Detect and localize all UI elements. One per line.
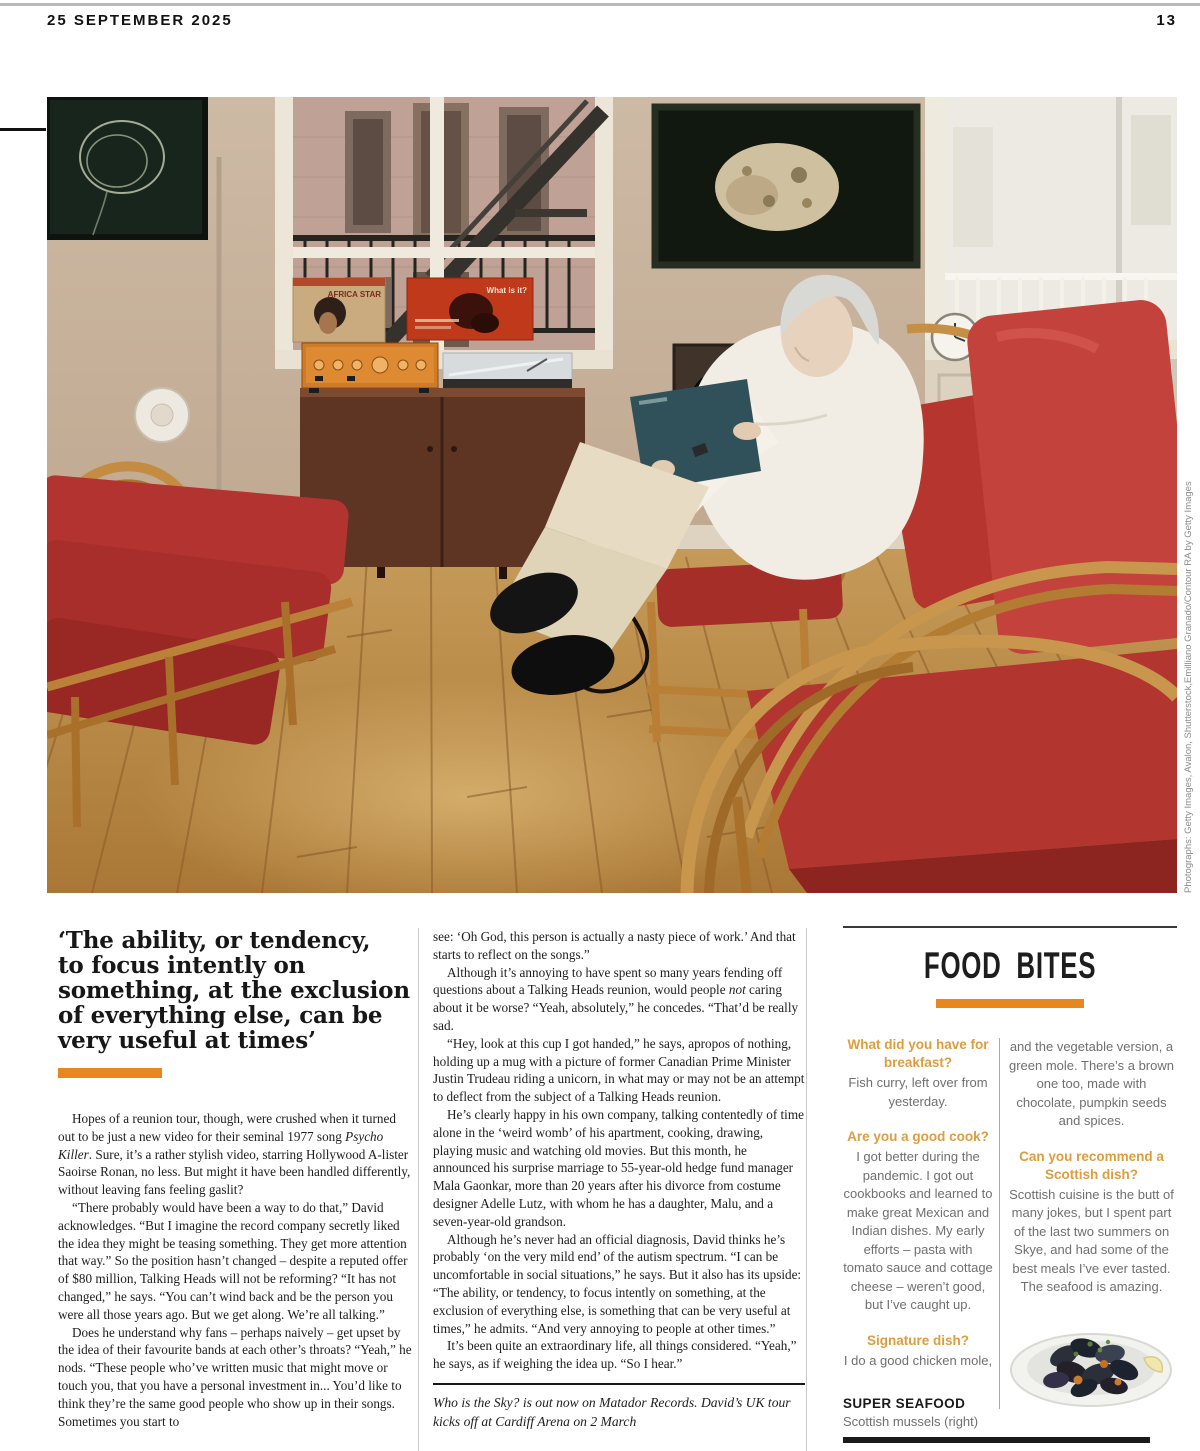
qa-answer-continuation: and the vegetable version, a green mole. There’s a brown one too, made with chocolate, pumpkin seeds and spices. <box>1008 1039 1174 1128</box>
food-bites-panel <box>843 926 1177 1429</box>
crop-mark <box>0 128 46 131</box>
food-bites-title: FOOD BITES <box>923 945 1097 986</box>
article-footnote: Who is the Sky? is out now on Matador Records. David’s UK tour kicks off at Cardiff Arena on 2 March <box>433 1394 791 1430</box>
page-header <box>47 12 1177 29</box>
qa-question: Signature dish? <box>866 1332 969 1348</box>
qa-signature-dish <box>843 1332 993 1371</box>
article-text-col1: Hopes of a reunion tour, though, were crushed when it turned out to be just a new video for their seminal 1977 song Psycho Killer. Sure, it’s a rather stylish video, starring Hollywood A-lister Saoirse Ronan, no less. But might it have been handled differently, without leaving fans feeling gaslit? “There probably would have been a way to do that,” David acknowledges. “But I imagine the record company secretly liked the idea they might be teasing something. They get more attention that way.” So the position hasn’t changed – despite a reputed offer of $80 million, Talking Heads will not be reforming? “It has not changed,” he says. “You can’t wind back and be the person you were all those years ago. But we get along. We’re all talking.” Does he understand why fans – perhaps naively – get upset by the idea of their favourite bands at each other’s throats? “Yeah,” he nods. “These people who’ve written music that might move or touch you, that you have a personal investment in... You’d like to think they’re the same good people who show up in their songs. Sometimes you start to <box>58 1111 412 1429</box>
article-column-1 <box>58 928 414 1430</box>
mussels-caption <box>843 1396 993 1429</box>
page-number: 13 <box>1156 12 1177 29</box>
pull-quote: ‘The ability, or tendency, to focus intently on something, at the exclusion of everything else, can be very useful at times’ <box>58 927 410 1054</box>
issue-date: 25 SEPTEMBER 2025 <box>47 12 233 29</box>
photo-credit: Photographs: Getty Images, Avalon, Shutterstock,Emilliano Granado/Contour RA by Getty Images <box>1183 481 1194 893</box>
food-bites-column-right <box>1006 1036 1177 1429</box>
bottom-rule <box>843 1437 1150 1443</box>
caption-text: Scottish mussels (right) <box>843 1414 979 1429</box>
framed-artwork-left <box>47 97 205 237</box>
amplifier <box>302 343 438 393</box>
food-bites-inner-divider <box>999 1038 1000 1409</box>
column-divider-2 <box>806 928 807 1451</box>
qa-question: Can you recommend a Scottish dish? <box>1019 1148 1164 1182</box>
smoke-detector <box>135 388 189 442</box>
framed-artwork-right <box>655 107 917 265</box>
food-bites-heading <box>843 945 1177 986</box>
food-bites-top-rule <box>843 926 1177 928</box>
qa-scottish-dish <box>1006 1148 1177 1297</box>
pull-quote-accent-bar <box>58 1068 162 1078</box>
qa-answer: I got better during the pandemic. I got out cookbooks and learned to make great Mexican and Indian dishes. My early efforts – pasta with tomato sauce and cottage cheese – weren’t good, but I’ve caught up. <box>843 1149 993 1312</box>
qa-answer: Scottish cuisine is the butt of many jokes, but I spent part of the last two summers on Skye, and had some of the best meals I’ve ever tasted. The seafood is amazing. <box>1009 1186 1174 1294</box>
footnote-rule <box>433 1383 805 1385</box>
record-sleeve-what-is-it <box>407 278 533 340</box>
qa-question: What did you have for breakfast? <box>847 1037 989 1070</box>
article-column-2 <box>433 928 805 1432</box>
qa-answer: I do a good chicken mole, <box>843 1352 993 1368</box>
article-text-col2: see: ‘Oh God, this person is actually a nasty piece of work.’ And that starts to reflect on the songs.” Although it’s annoying to have spent so many years fending off questions about a Talking Heads reunion, would people not caring about it be worse? “Yeah, absolutely,” he concedes. “That’d be really sad. “Hey, look at this cup I got handed,” he says, apropos of nothing, holding up a mug with a picture of former Canadian Prime Minister Justin Trudeau riding a unicorn, in what may or may not be an attempt to deflect from the subject of a Talking Heads reunion. He’s clearly happy in his own company, talking contentedly of time alone in the ‘weird womb’ of his apartment, cooking, drawing, playing music and watching old movies. But this month, he announced his surprise marriage to 55-year-old hedge fund manager Mala Gaonkar, more than 20 years after his divorce from costume designer Adelle Lutz, with whom he has a daughter, Malu, and a seven-year-old grandson. Although he’s never had an official diagnosis, David thinks he’s probably ‘on the very mild end’ of the autism spectrum. “I can be uncomfortable in social situations,” he says. But it also has its upside: “The ability, or tendency, to focus intently on something, at the exclusion of everything else, is something that can be very useful at times,” he admits. “And very annoying to people at other times.” It’s been quite an extraordinary life, all things considered. “Yeah,” he says, as if weighing the idea up. “So I hear.” <box>433 929 805 1372</box>
turntable <box>443 353 572 388</box>
qa-answer: Fish curry, left over from yesterday. <box>848 1075 988 1109</box>
hero-photo <box>47 97 1177 893</box>
column-divider-1 <box>418 928 419 1451</box>
qa-good-cook <box>843 1128 993 1315</box>
caption-title: SUPER SEAFOOD <box>843 1396 966 1411</box>
album-title-right: What is it? <box>486 286 527 295</box>
mussels-photo <box>1006 1314 1177 1416</box>
food-bites-column-left <box>843 1036 993 1429</box>
food-bites-accent-bar <box>936 999 1084 1008</box>
record-sleeve-africa-star <box>293 278 385 342</box>
top-rule <box>0 3 1200 6</box>
hero-photo-art <box>47 97 1177 893</box>
qa-breakfast <box>843 1036 993 1111</box>
album-title-left: AFRICA STAR <box>327 290 381 299</box>
qa-question: Are you a good cook? <box>847 1129 989 1144</box>
